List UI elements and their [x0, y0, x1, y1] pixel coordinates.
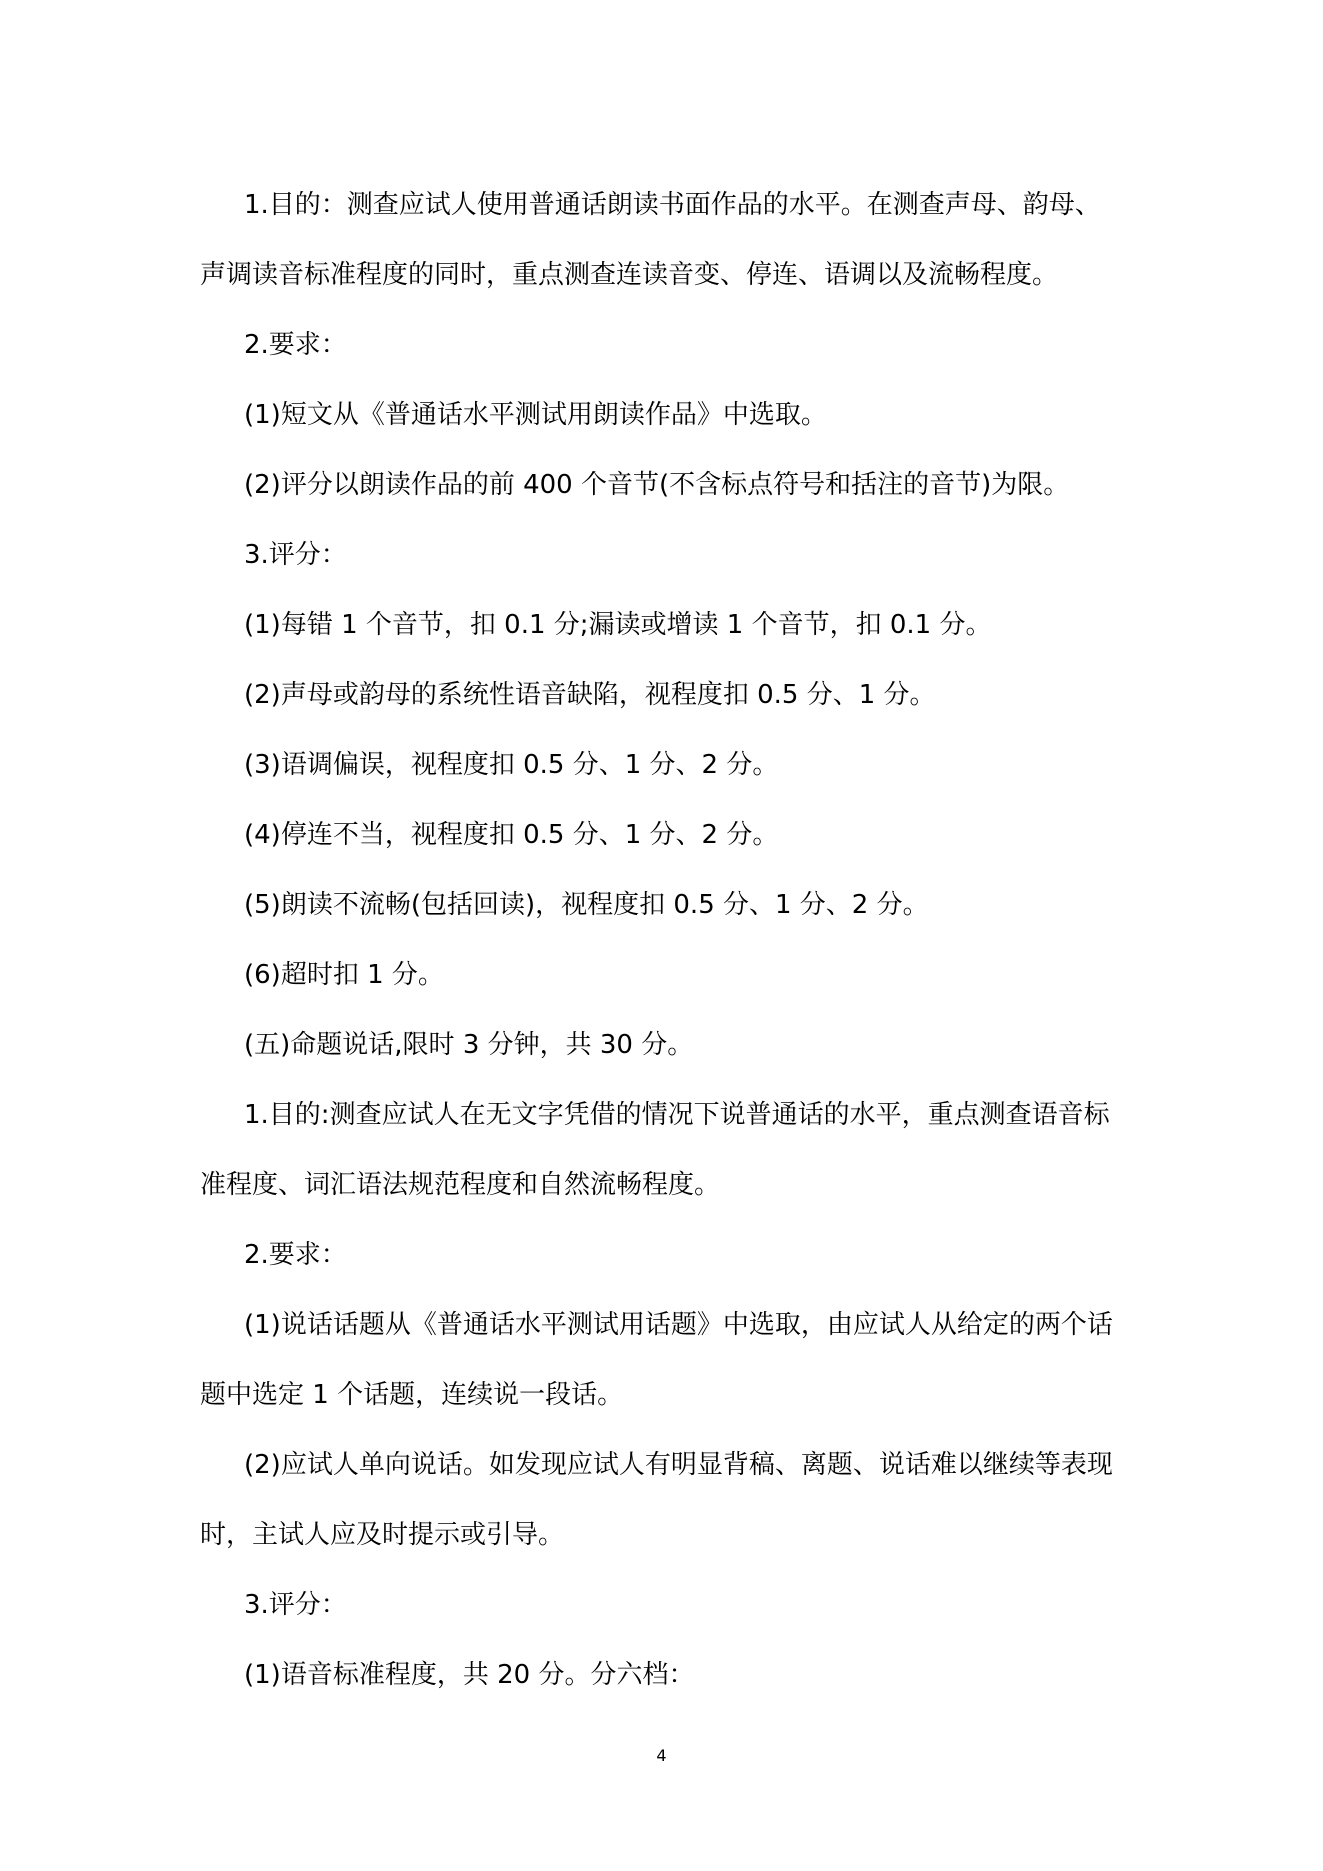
paragraph-line: 1.目的：测查应试人使用普通话朗读书面作品的水平。在测查声母、韵母、	[244, 190, 1101, 220]
paragraph-line: 3.评分：	[244, 540, 347, 570]
paragraph-line: (5)朗读不流畅(包括回读)，视程度扣 0.5 分、1 分、2 分。	[244, 890, 929, 920]
paragraph-line: 题中选定 1 个话题，连续说一段话。	[200, 1380, 624, 1410]
paragraph-line: 声调读音标准程度的同时，重点测查连读音变、停连、语调以及流畅程度。	[200, 260, 1059, 290]
paragraph-line: (2)声母或韵母的系统性语音缺陷，视程度扣 0.5 分、1 分。	[244, 680, 936, 710]
paragraph-line: (1)每错 1 个音节，扣 0.1 分;漏读或增读 1 个音节，扣 0.1 分。	[244, 610, 992, 640]
paragraph-line: (1)说话话题从《普通话水平测试用话题》中选取，由应试人从给定的两个话	[244, 1310, 1113, 1340]
page-number: 4	[656, 1746, 667, 1765]
document-body	[200, 170, 1130, 1710]
paragraph-line: (2)评分以朗读作品的前 400 个音节(不含标点符号和括注的音节)为限。	[244, 470, 1070, 500]
paragraph-line: 2.要求：	[244, 1240, 347, 1270]
paragraph-line: 准程度、词汇语法规范程度和自然流畅程度。	[200, 1170, 721, 1200]
paragraph-line: (3)语调偏误，视程度扣 0.5 分、1 分、2 分。	[244, 750, 779, 780]
paragraph-line: (1)短文从《普通话水平测试用朗读作品》中选取。	[244, 400, 827, 430]
paragraph-line: 1.目的:测查应试人在无文字凭借的情况下说普通话的水平，重点测查语音标	[244, 1100, 1110, 1130]
paragraph-line: 3.评分：	[244, 1590, 347, 1620]
paragraph-line: (4)停连不当，视程度扣 0.5 分、1 分、2 分。	[244, 820, 779, 850]
paragraph-line: (1)语音标准程度，共 20 分。分六档：	[244, 1660, 695, 1690]
paragraph-line: 时，主试人应及时提示或引导。	[200, 1520, 565, 1550]
section-heading: (五)命题说话,限时 3 分钟，共 30 分。	[244, 1030, 694, 1060]
paragraph-line: (6)超时扣 1 分。	[244, 960, 444, 990]
paragraph-line: 2.要求：	[244, 330, 347, 360]
paragraph-line: (2)应试人单向说话。如发现应试人有明显背稿、离题、说话难以继续等表现	[244, 1450, 1113, 1480]
